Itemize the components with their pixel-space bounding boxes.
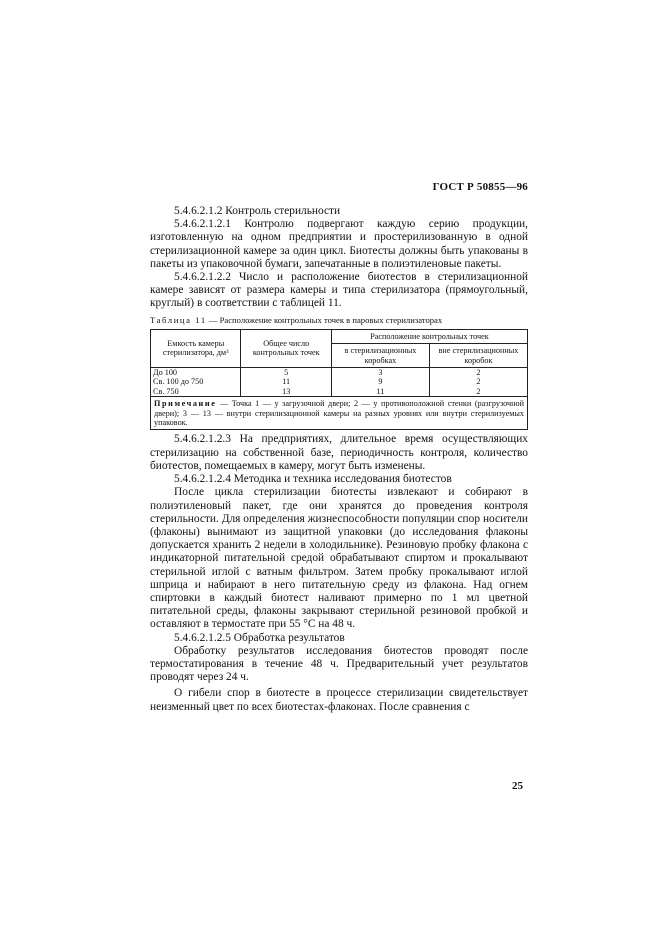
cell-outside: 2 <box>429 368 527 378</box>
col-header-outside: вне стерилизационных коробок <box>429 344 527 368</box>
table-caption-title: — Расположение контрольных точек в паровых стерилизаторах <box>206 314 443 325</box>
table-note-label: Примечание <box>154 399 217 409</box>
table-row <box>151 377 528 386</box>
cell-capacity: Св. 100 до 750 <box>151 377 241 386</box>
paragraph-5-4-6-2-1-2-2: 5.4.6.2.1.2.2 Число и расположение биотестов в стерилизационной камере зависят от размера камеры и типа стерилизатора (прямоугольный, круглый) в соответствии с таблицей 11. <box>150 271 528 310</box>
paragraph-methodology: После цикла стерилизации биотесты извлекают и собирают в полиэтиленовый пакет, где они хранятся до проведения контроля стерильности. Для определения жизнеспособности популяции спор носители (флаконы) вынимают из защитной упаковки (до исследования флаконы допускается хранить 2 недели в холодильнике). Резиновую пробку флакона с индикаторной питательной средой обрабатывают спиртом и прокалывают стерильной иглой с ватным фильтром. Затем пробку прокалывают иглой шприца и набирают в него питательную среду из флакона. Над огнем спиртовки в каждый биотест наливают примерно по 1 мл цветной питательной среды, флаконы закрывают стерильной резиновой пробкой и оставляют в термостате при 55 °С на 48 ч. <box>150 486 528 631</box>
table-caption-label: Таблица 11 <box>150 314 207 325</box>
table-row <box>151 387 528 397</box>
cell-inside: 11 <box>331 387 429 397</box>
section-heading-sterility: 5.4.6.2.1.2 Контроль стерильности <box>174 205 341 217</box>
table-note-text: — Точка 1 — у загрузочной двери; 2 — у противоположной стенки (разгрузочной двери); 3 — 13 — внутри стерилизационной камеры на разных уровнях или внутри стерилизуемых упаковок. <box>154 399 524 428</box>
page-body <box>150 205 528 714</box>
col-header-capacity: Емкость камеры стерилизатора, дм³ <box>151 329 241 367</box>
cell-outside: 2 <box>429 387 527 397</box>
cell-inside: 9 <box>331 377 429 386</box>
cell-capacity: Св. 750 <box>151 387 241 397</box>
section-heading-methodology: 5.4.6.2.1.2.4 Методика и техника исследования биотестов <box>174 473 452 486</box>
cell-outside: 2 <box>429 377 527 386</box>
control-points-table <box>150 329 528 431</box>
table-caption <box>150 314 528 327</box>
paragraph-5-4-6-2-1-2-3: 5.4.6.2.1.2.3 На предприятиях, длительное время осуществляющих стерилизацию на собственной базе, периодичность контроля, количество биотестов, помещаемых в камеру, могут быть изменены. <box>150 433 528 472</box>
cell-total: 13 <box>241 387 331 397</box>
section-heading-results: 5.4.6.2.1.2.5 Обработка результатов <box>174 631 345 644</box>
document-id-header: ГОСТ Р 50855—96 <box>432 181 528 193</box>
cell-inside: 3 <box>331 368 429 378</box>
cell-total: 5 <box>241 368 331 378</box>
paragraph-5-4-6-2-1-2-1: 5.4.6.2.1.2.1 Контролю подвергают каждую серию продукции, изготовленную на одном предприятии и простерилизованную в одной стерилизационной камере за один цикл. Биотесты должны быть упакованы в пакеты из упаковочной бумаги, запечатанные в полиэтиленовые пакеты. <box>150 218 528 270</box>
cell-total: 11 <box>241 377 331 386</box>
cell-capacity: До 100 <box>151 368 241 378</box>
table-note <box>151 397 528 430</box>
col-header-inside: в стерилизационных коробках <box>331 344 429 368</box>
table-row <box>151 368 528 378</box>
page-number: 25 <box>512 780 523 792</box>
table-note-row <box>151 397 528 430</box>
paragraph-spore-death: О гибели спор в биотесте в процессе стерилизации свидетельствует неизменный цвет по всех биотестах-флаконах. После сравнения с <box>150 687 528 713</box>
paragraph-results: Обработку результатов исследования биотестов проводят после термостатирования в течение 48 ч. Предварительный учет результатов проводят через 24 ч. <box>150 644 528 684</box>
col-header-total: Общее число контрольных точек <box>241 329 331 367</box>
group-header-location: Расположение контрольных точек <box>331 329 527 343</box>
